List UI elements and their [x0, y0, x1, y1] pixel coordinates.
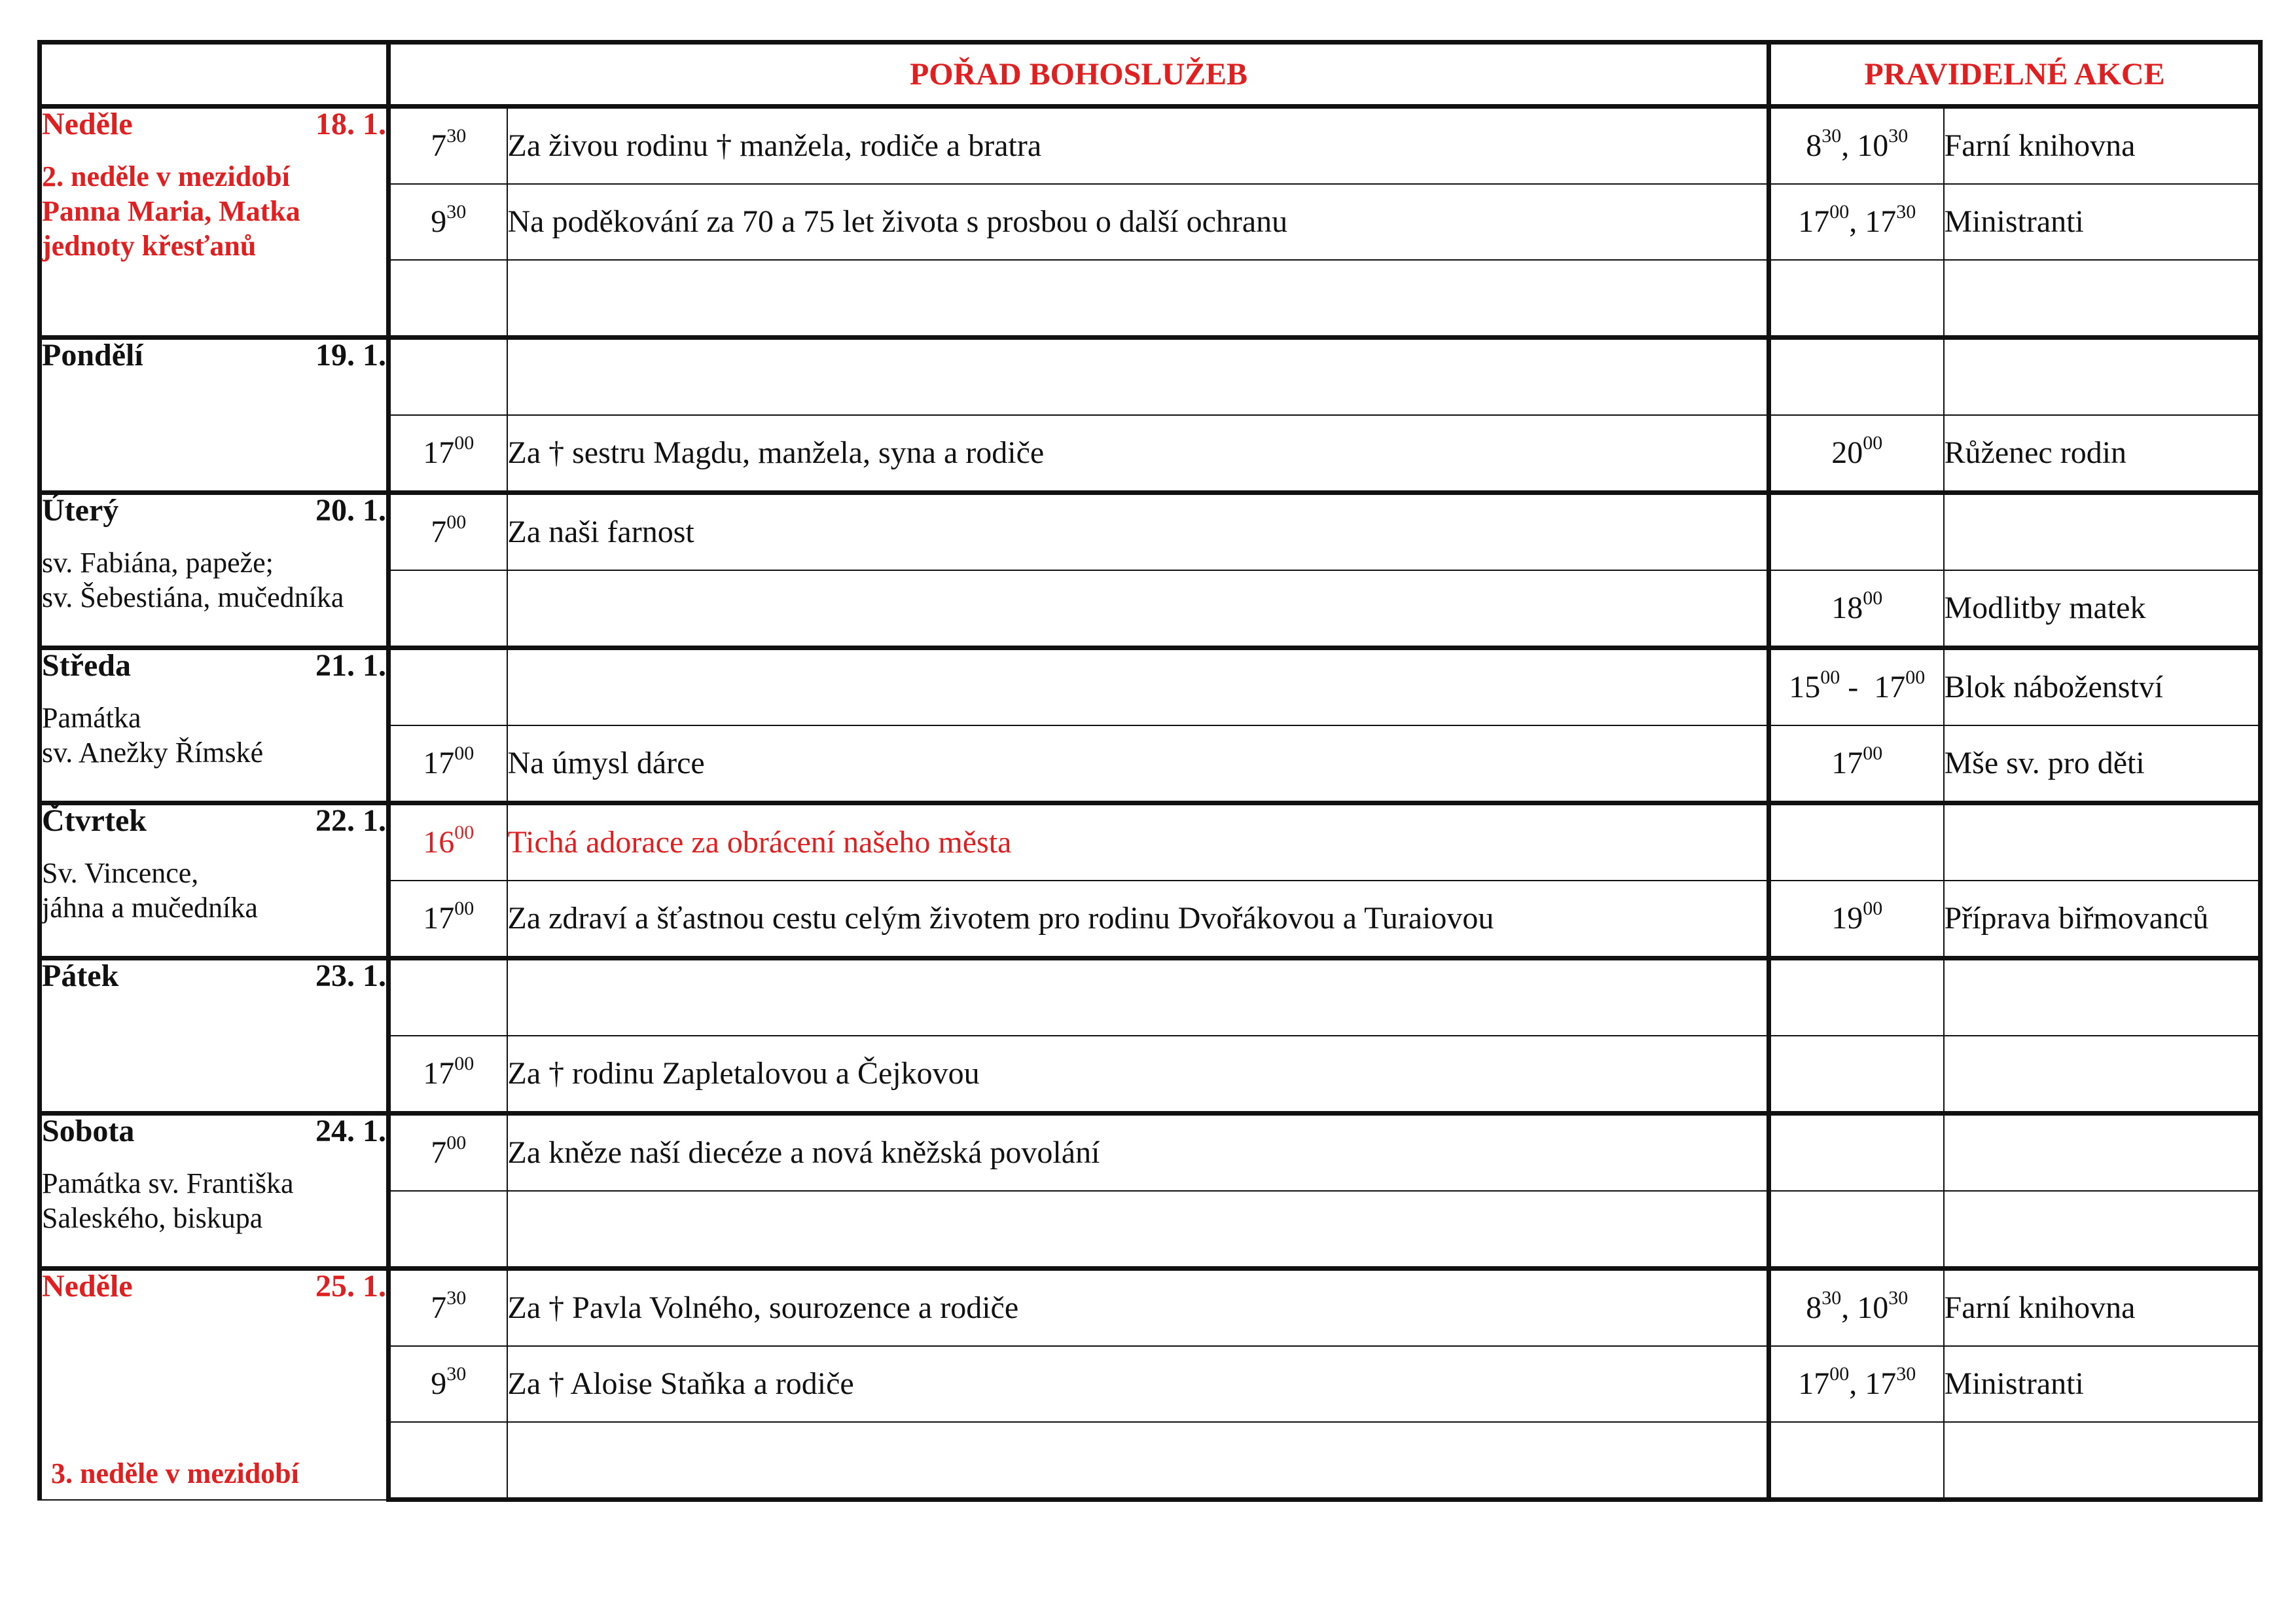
day-subtitle	[42, 701, 386, 771]
mass-time	[389, 184, 507, 260]
day-subtitle	[51, 1457, 299, 1491]
event-time	[1769, 1422, 1944, 1500]
mass-time	[389, 881, 507, 958]
mass-time	[389, 725, 507, 803]
mass-intention: Za živou rodinu † manžela, rodiče a bratra	[507, 107, 1769, 185]
day-subtitle-line: sv. Fabiána, papeže;	[42, 547, 274, 579]
day-heading	[42, 805, 386, 837]
event-time-minutes: 00	[1820, 666, 1840, 688]
mass-intention: Tichá adorace za obrácení našeho města	[507, 803, 1769, 881]
event-time-hour: 17	[1874, 670, 1906, 704]
mass-time	[389, 1269, 507, 1347]
day-name: Úterý	[42, 493, 119, 528]
event-time	[1769, 725, 1944, 803]
mass-time-minutes: 30	[446, 125, 467, 147]
mass-time-minutes: 00	[446, 511, 467, 533]
mass-time	[389, 107, 507, 185]
mass-time-hour: 9	[431, 1366, 447, 1401]
day-name: Pátek	[42, 958, 119, 993]
event-time-separator: ,	[1849, 204, 1865, 239]
event-time-hour: 19	[1831, 901, 1863, 936]
event-time	[1769, 415, 1944, 493]
event-time	[1769, 881, 1944, 958]
header-blank-cell	[40, 43, 389, 107]
mass-intention: Na úmysl dárce	[507, 725, 1769, 803]
day-subtitle-line: Saleského, biskupa	[42, 1201, 263, 1234]
event-time-minutes: 30	[1896, 1363, 1916, 1385]
mass-time-hour: 17	[423, 901, 455, 936]
day-heading	[42, 960, 386, 992]
event-name	[1944, 338, 2261, 416]
event-time	[1769, 338, 1944, 416]
event-name: Mše sv. pro děti	[1944, 725, 2261, 803]
mass-intention	[507, 338, 1769, 416]
mass-time-minutes: 00	[454, 742, 475, 764]
mass-intention: Za kněze naší diecéze a nová kněžská povolání	[507, 1114, 1769, 1192]
day-date: 20. 1.	[315, 493, 386, 528]
mass-time	[389, 1114, 507, 1192]
event-time-hour: 18	[1831, 591, 1863, 625]
mass-time	[389, 338, 507, 416]
day-cell	[40, 803, 389, 958]
day-cell	[40, 493, 389, 648]
day-date: 21. 1.	[315, 648, 386, 683]
event-time	[1769, 493, 1944, 571]
mass-time-minutes: 00	[454, 898, 475, 919]
mass-intention: Za † rodinu Zapletalovou a Čejkovou	[507, 1036, 1769, 1114]
event-time	[1769, 1191, 1944, 1269]
day-heading	[42, 1271, 386, 1302]
event-time-hour: 17	[1831, 746, 1863, 780]
event-time	[1769, 958, 1944, 1036]
event-name	[1944, 1036, 2261, 1114]
event-time-hour: 15	[1789, 670, 1821, 704]
event-name: Modlitby matek	[1944, 570, 2261, 648]
event-name: Příprava biřmovanců	[1944, 881, 2261, 958]
mass-time	[389, 493, 507, 571]
event-name	[1944, 958, 2261, 1036]
schedule-row	[40, 958, 2261, 1036]
day-heading	[42, 1116, 386, 1147]
event-name: Růženec rodin	[1944, 415, 2261, 493]
schedule-row	[40, 493, 2261, 571]
mass-time-hour: 17	[423, 1056, 455, 1091]
schedule-row	[40, 1269, 2261, 1347]
day-cell	[40, 958, 389, 1114]
event-time-minutes: 30	[1896, 201, 1916, 223]
mass-time	[389, 415, 507, 493]
event-time-minutes: 30	[1888, 125, 1909, 147]
event-time	[1769, 1114, 1944, 1192]
event-time	[1769, 260, 1944, 338]
mass-intention: Za † Aloise Staňka a rodiče	[507, 1346, 1769, 1422]
schedule-row	[40, 1114, 2261, 1192]
event-time-separator: ,	[1849, 1366, 1865, 1401]
day-name: Pondělí	[42, 338, 143, 373]
mass-time	[389, 1422, 507, 1500]
mass-time-hour: 7	[431, 515, 447, 549]
event-time-hour: 8	[1806, 128, 1822, 163]
event-time-minutes: 00	[1863, 742, 1883, 764]
event-name: Ministranti	[1944, 184, 2261, 260]
event-name	[1944, 260, 2261, 338]
event-time	[1769, 107, 1944, 185]
day-subtitle-line: 3. neděle v mezidobí	[51, 1457, 299, 1489]
schedule-row	[40, 803, 2261, 881]
day-subtitle-line: Sv. Vincence,	[42, 857, 199, 889]
event-time-hour: 20	[1831, 435, 1863, 470]
mass-time	[389, 1036, 507, 1114]
day-cell	[40, 107, 389, 338]
day-subtitle-line: 2. neděle v mezidobí	[42, 160, 290, 192]
event-time-minutes: 30	[1821, 1287, 1842, 1309]
day-name: Čtvrtek	[42, 803, 147, 838]
mass-intention	[507, 958, 1769, 1036]
schedule-row	[40, 648, 2261, 726]
event-name: Farní knihovna	[1944, 107, 2261, 185]
day-subtitle	[42, 160, 386, 263]
mass-time	[389, 648, 507, 726]
event-name: Farní knihovna	[1944, 1269, 2261, 1347]
mass-time-minutes: 00	[454, 432, 475, 454]
mass-time-minutes: 30	[446, 1363, 467, 1385]
event-time-minutes: 00	[1863, 587, 1883, 609]
day-heading	[42, 495, 386, 526]
mass-intention: Za zdraví a šťastnou cestu celým životem pro rodinu Dvořákovou a Turaiovou	[507, 881, 1769, 958]
mass-time-hour: 17	[423, 746, 455, 780]
event-time-minutes: 00	[1863, 432, 1883, 454]
day-subtitle-line: sv. Šebestiána, mučedníka	[42, 581, 344, 613]
day-heading	[42, 340, 386, 371]
day-cell	[40, 1114, 389, 1269]
event-time-hour: 17	[1798, 1366, 1830, 1401]
event-name	[1944, 1114, 2261, 1192]
day-name: Středa	[42, 648, 131, 683]
day-subtitle-line: jáhna a mučedníka	[42, 891, 258, 924]
day-date: 22. 1.	[315, 803, 386, 838]
mass-intention	[507, 648, 1769, 726]
day-subtitle-line: jednoty křesťanů	[42, 229, 257, 262]
mass-time-minutes: 00	[446, 1132, 467, 1154]
mass-time-minutes: 00	[454, 1053, 475, 1074]
mass-time-hour: 7	[431, 1135, 447, 1170]
mass-time	[389, 260, 507, 338]
mass-time-hour: 9	[431, 204, 447, 239]
day-subtitle-line: Panna Maria, Matka	[42, 194, 300, 227]
schedule-title: POŘAD BOHOSLUŽEB	[389, 43, 1769, 107]
day-date: 23. 1.	[315, 958, 386, 993]
event-time-separator: ,	[1841, 1290, 1857, 1325]
schedule-table	[37, 40, 2263, 1502]
schedule-row	[40, 107, 2261, 185]
mass-intention	[507, 570, 1769, 648]
event-time	[1769, 1346, 1944, 1422]
day-cell	[40, 1269, 389, 1500]
day-name: Neděle	[42, 1269, 133, 1304]
event-name	[1944, 1191, 2261, 1269]
mass-time-minutes: 30	[446, 201, 467, 223]
event-time-hour: 10	[1857, 128, 1889, 163]
event-time	[1769, 1036, 1944, 1114]
schedule-row	[40, 338, 2261, 416]
day-cell	[40, 648, 389, 803]
mass-intention: Za † sestru Magdu, manžela, syna a rodiče	[507, 415, 1769, 493]
event-time	[1769, 570, 1944, 648]
mass-time	[389, 1191, 507, 1269]
event-time-minutes: 00	[1905, 666, 1926, 688]
day-date: 24. 1.	[315, 1114, 386, 1148]
mass-intention	[507, 1191, 1769, 1269]
day-subtitle-line: Památka sv. Františka	[42, 1167, 294, 1199]
event-time	[1769, 184, 1944, 260]
mass-intention	[507, 260, 1769, 338]
day-heading	[42, 650, 386, 682]
mass-time	[389, 958, 507, 1036]
mass-time	[389, 1346, 507, 1422]
day-subtitle	[42, 1167, 386, 1236]
mass-time-hour: 17	[423, 435, 455, 470]
event-time-minutes: 00	[1863, 898, 1883, 919]
header-row	[40, 43, 2261, 107]
event-name	[1944, 1422, 2261, 1500]
mass-time-hour: 16	[423, 825, 455, 860]
event-time	[1769, 1269, 1944, 1347]
mass-time-minutes: 30	[446, 1287, 467, 1309]
mass-intention: Za † Pavla Volného, sourozence a rodiče	[507, 1269, 1769, 1347]
events-title: PRAVIDELNÉ AKCE	[1769, 43, 2261, 107]
day-date: 19. 1.	[315, 338, 386, 373]
event-time-minutes: 00	[1829, 201, 1850, 223]
mass-time-hour: 7	[431, 128, 447, 163]
event-time-hour: 17	[1865, 1366, 1897, 1401]
day-subtitle	[42, 856, 386, 926]
event-time	[1769, 803, 1944, 881]
event-time-separator: -	[1840, 670, 1874, 704]
event-time-hour: 17	[1865, 204, 1897, 239]
mass-intention: Na poděkování za 70 a 75 let života s prosbou o další ochranu	[507, 184, 1769, 260]
event-time-separator: ,	[1841, 128, 1857, 163]
event-name: Ministranti	[1944, 1346, 2261, 1422]
day-subtitle	[42, 546, 386, 615]
event-time-minutes: 00	[1829, 1363, 1850, 1385]
day-date: 18. 1.	[315, 107, 386, 141]
day-name: Neděle	[42, 107, 133, 141]
event-time-hour: 10	[1857, 1290, 1889, 1325]
event-name: Blok náboženství	[1944, 648, 2261, 726]
event-name	[1944, 803, 2261, 881]
day-cell	[40, 338, 389, 493]
day-name: Sobota	[42, 1114, 135, 1148]
day-date: 25. 1.	[315, 1269, 386, 1304]
event-time-minutes: 30	[1888, 1287, 1909, 1309]
mass-intention	[507, 1422, 1769, 1500]
event-time	[1769, 648, 1944, 726]
mass-time-hour: 7	[431, 1290, 447, 1325]
mass-intention: Za naši farnost	[507, 493, 1769, 571]
event-time-hour: 17	[1798, 204, 1830, 239]
mass-time	[389, 570, 507, 648]
event-time-hour: 8	[1806, 1290, 1822, 1325]
event-name	[1944, 493, 2261, 571]
mass-time-minutes: 00	[454, 822, 475, 843]
day-subtitle-line: Památka	[42, 702, 141, 734]
day-heading	[42, 109, 386, 140]
mass-time	[389, 803, 507, 881]
event-time-minutes: 30	[1821, 125, 1842, 147]
day-subtitle-line: sv. Anežky Římské	[42, 736, 264, 769]
